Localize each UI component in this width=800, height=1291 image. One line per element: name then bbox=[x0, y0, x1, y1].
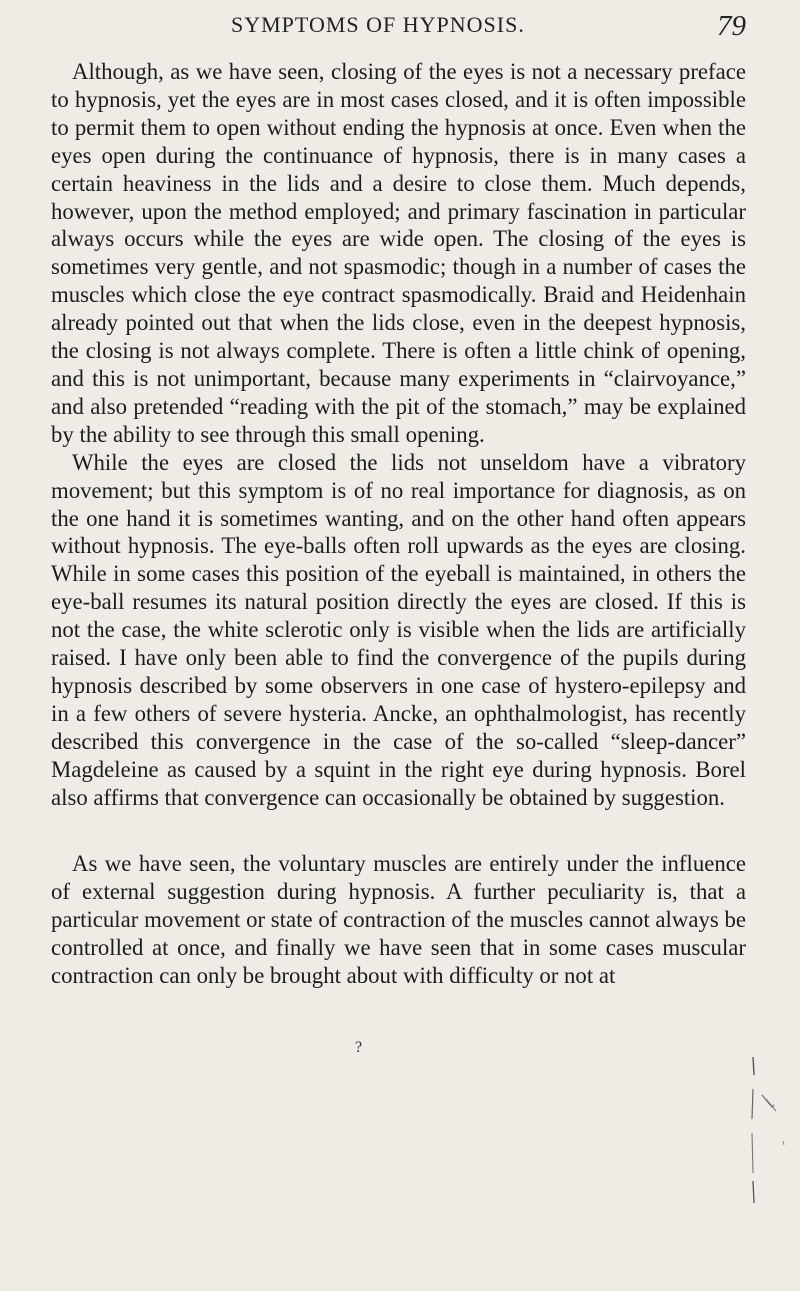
page-number: 79 bbox=[717, 10, 746, 42]
running-title: SYMPTOMS OF HYPNOSIS. bbox=[231, 12, 525, 37]
pencil-question-mark: ? bbox=[355, 1039, 363, 1056]
paragraph-1: Although, as we have seen, closing of the eyes is not a necessary preface to hypnosis, yet the eyes are in most cases closed, and it is often impossible to permit them to open without ending the hypnosis at once. Even when the eyes open during the continuance of hypnosis, there is in many cases a certain heaviness in the lids and a desire to close them. Much depends, however, upon the method employed; and primary fascination in particular always occurs while the eyes are wide open. The closing of the eyes is sometimes very gentle, and not spasmodic; though in a number of cases the muscles which close the eye contract spasmodically. Braid and Heidenhain already pointed out that when the lids close, even in the deepest hypnosis, the closing is not always complete. There is often a little chink of opening, and this is not unimportant, because many experiments in “clairvoyance,” and also pretended “reading with the pit of the stomach,” may be explained by the ability to see through this small opening. bbox=[51, 59, 746, 447]
paragraph-3: As we have seen, the voluntary muscles are entirely under the influence of external suggestion during hypnosis. A further peculiarity is, that a particular movement or state of contraction of the muscles cannot always be controlled at once, and finally we have seen that in some cases muscular contraction can only be brought about with difficulty or not at bbox=[51, 851, 746, 989]
paragraph-2: While the eyes are closed the lids not unseldom have a vibratory movement; but this symptom is of no real importance for diagnosis, as on the one hand it is sometimes wanting, and on the other hand often appears without hypnosis. The eye-balls often roll upwards as the eyes are closing. While in some cases this position of the eyeball is maintained, in others the eye-ball resumes its natural position directly the eyes are closed. If this is not the case, the white sclerotic only is visible when the lids are artificially raised. I have only been able to find the convergence of the pupils during hypnosis described by some observers in one case of hystero-epilepsy and in a few others of severe hysteria. Ancke, an ophthalmologist, has recently described this convergence in the case of the so-called “sleep-dancer” Magdeleine as caused by a squint in the right eye during hypnosis. Borel also affirms that convergence can occasionally be obtained by suggestion. bbox=[51, 449, 746, 810]
margin-bracket-icon bbox=[750, 1055, 800, 1205]
margin-pencil-marks bbox=[750, 1055, 800, 1205]
body-text bbox=[51, 58, 746, 990]
running-head bbox=[0, 10, 800, 46]
